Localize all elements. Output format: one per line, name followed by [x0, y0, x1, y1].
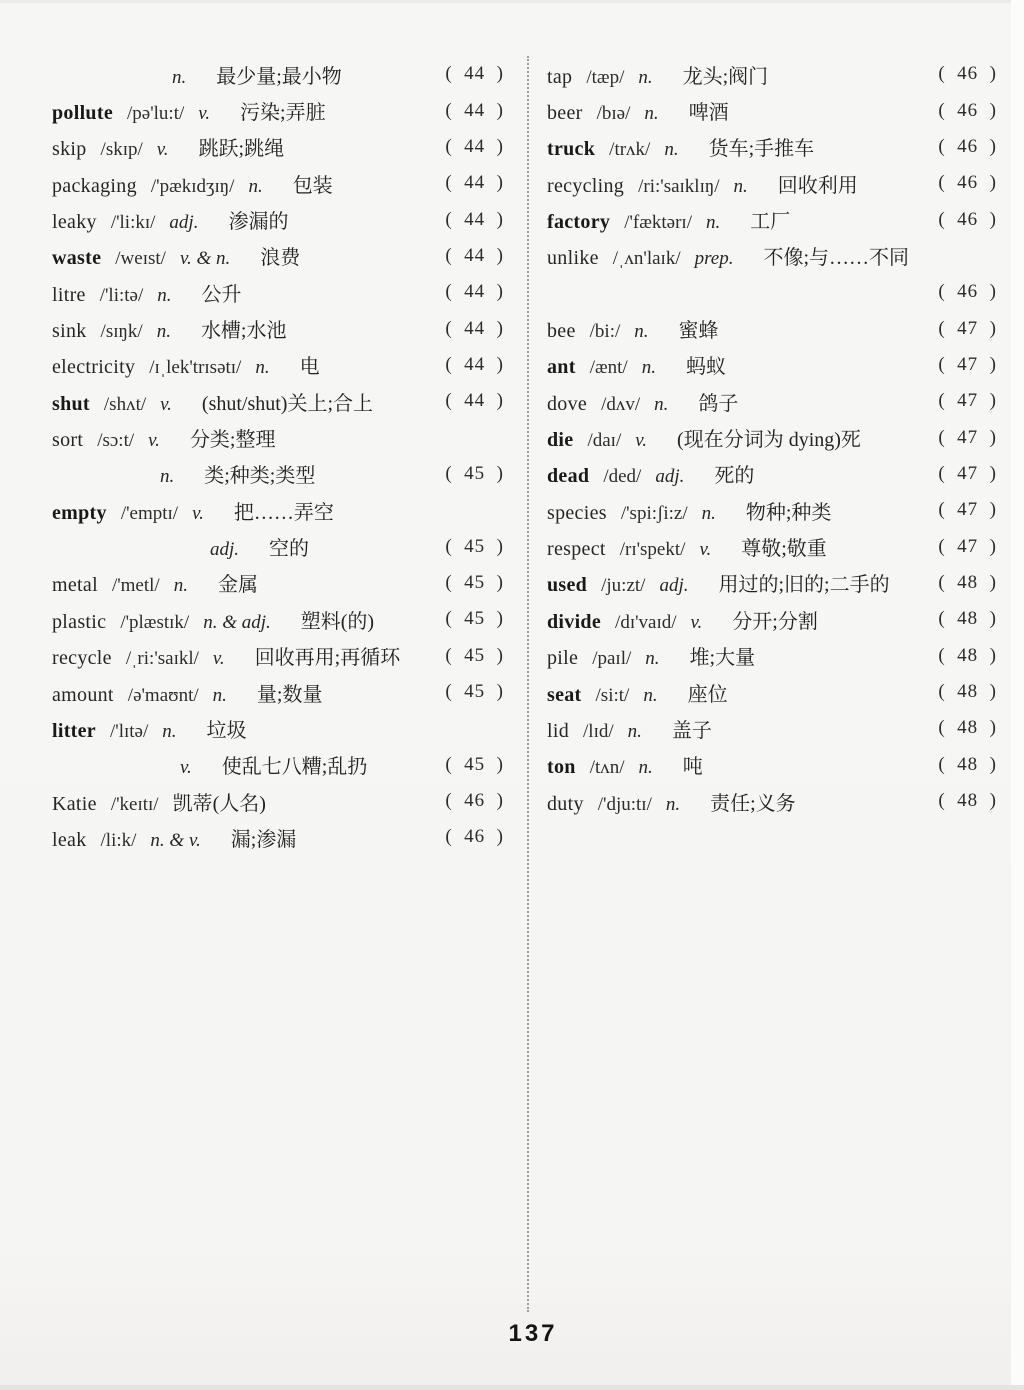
- glossary-entry: [547, 601, 997, 637]
- entry-page-ref: ( 45 ): [445, 535, 504, 557]
- entry-text: [52, 714, 504, 743]
- glossary-entry: [52, 492, 504, 528]
- entry-page-ref: ( 46 ): [445, 790, 504, 812]
- entry-text: [52, 823, 445, 852]
- glossary-entry: [547, 347, 997, 383]
- entry-gloss: 最少量;最小物: [216, 65, 342, 88]
- entry-word: metal: [52, 574, 98, 597]
- entry-gloss: (现在分词为 dying)死: [677, 429, 861, 452]
- entry-text: [52, 132, 445, 161]
- entry-phonetic: /tʌn/: [589, 757, 625, 779]
- entry-word: respect: [547, 538, 606, 561]
- entry-page-ref: ( 45 ): [445, 753, 504, 775]
- entry-word: used: [547, 574, 588, 597]
- entry-gloss: 货车;手推车: [708, 138, 815, 161]
- entry-word: pile: [547, 647, 579, 670]
- entry-gloss: 污染;弄脏: [240, 102, 326, 125]
- entry-text: [547, 205, 938, 234]
- entry-gloss: 责任;义务: [710, 792, 796, 815]
- entry-phonetic: /lɪd/: [583, 720, 614, 742]
- entry-phonetic: /skɪp/: [100, 139, 143, 161]
- entry-page-ref: ( 46 ): [938, 99, 997, 121]
- entry-gloss: 物种;种类: [745, 501, 832, 524]
- entry-part-of-speech: v.: [148, 430, 160, 452]
- entry-part-of-speech: adj.: [659, 575, 689, 597]
- entry-text: [52, 96, 445, 125]
- entry-text: [547, 459, 938, 488]
- glossary-entry: [547, 565, 997, 601]
- entry-page-ref: ( 47 ): [938, 462, 997, 484]
- entry-text: [52, 605, 445, 634]
- entry-gloss: 回收再用;再循环: [254, 647, 401, 670]
- entry-phonetic: /'fæktərɪ/: [624, 212, 692, 234]
- entry-gloss: 回收利用: [777, 174, 858, 197]
- glossary-entry: [547, 456, 997, 492]
- entry-part-of-speech: adj.: [169, 212, 199, 234]
- entry-page-ref: ( 44 ): [445, 317, 504, 339]
- entry-part-of-speech: n.: [706, 212, 721, 234]
- entry-part-of-speech: v. & n.: [179, 248, 231, 270]
- entry-gloss: 死的: [714, 465, 755, 488]
- glossary-entry: [52, 601, 504, 637]
- entry-text: [52, 169, 445, 198]
- entry-text: [547, 132, 938, 161]
- glossary-entry: [52, 638, 504, 674]
- entry-text: [52, 205, 445, 234]
- entry-gloss: 堆;大量: [689, 647, 756, 670]
- entry-word: truck: [547, 138, 596, 161]
- entry-phonetic: /trʌk/: [609, 139, 651, 161]
- entry-page-ref: ( 48 ): [938, 681, 997, 703]
- entry-part-of-speech: n.: [645, 648, 660, 670]
- entry-phonetic: /ded/: [603, 466, 642, 488]
- entry-page-ref: ( 45 ): [445, 571, 504, 593]
- glossary-entry: [547, 310, 997, 346]
- entry-page-ref: ( 46 ): [938, 172, 997, 194]
- entry-word: packaging: [52, 174, 137, 197]
- entry-gloss: 盖子: [671, 719, 712, 742]
- entry-part-of-speech: n.: [157, 284, 172, 306]
- entry-gloss: 电: [299, 356, 320, 379]
- entry-phonetic: /sɪŋk/: [100, 321, 143, 343]
- entry-page-ref: ( 46 ): [445, 826, 504, 848]
- entry-gloss: 类;种类;类型: [204, 465, 316, 488]
- entry-gloss: 公升: [201, 283, 242, 306]
- glossary-entry: [52, 710, 504, 746]
- entry-phonetic: /'dju:tɪ/: [597, 793, 652, 815]
- glossary-entry: [52, 201, 504, 237]
- entry-gloss: 渗漏的: [228, 211, 289, 234]
- entry-page-ref: ( 47 ): [938, 426, 997, 448]
- entry-part-of-speech: n.: [665, 793, 681, 815]
- entry-phonetic: /'keɪtɪ/: [110, 793, 159, 815]
- entry-text: [52, 787, 445, 816]
- entry-page-ref: ( 48 ): [938, 790, 997, 812]
- entry-phonetic: /'pækɪdʒɪŋ/: [150, 175, 235, 197]
- entry-gloss: 浪费: [260, 247, 301, 270]
- entry-gloss: 蚂蚁: [685, 356, 726, 379]
- entry-word: lid: [547, 719, 570, 742]
- entry-part-of-speech: n.: [638, 757, 653, 779]
- entry-page-ref: ( 48 ): [938, 608, 997, 630]
- entry-part-of-speech: v.: [156, 139, 169, 161]
- entry-word: bee: [547, 320, 576, 343]
- glossary-entry: [52, 92, 504, 128]
- entry-gloss: 量;数量: [256, 683, 323, 706]
- entry-phonetic: /'plæstɪk/: [120, 611, 190, 633]
- entry-text: [547, 568, 938, 597]
- entry-text: [547, 423, 938, 452]
- entry-part-of-speech: n.: [644, 103, 659, 125]
- glossary-entry: [52, 747, 504, 783]
- entry-word: beer: [547, 102, 583, 125]
- entry-text: [52, 568, 445, 597]
- entry-part-of-speech: n.: [627, 720, 642, 742]
- entry-word: electricity: [52, 356, 136, 379]
- entry-phonetic: /ˌri:'saɪkl/: [125, 648, 199, 670]
- entry-word: dead: [547, 465, 590, 488]
- entry-page-ref: ( 46 ): [938, 281, 997, 303]
- entry-word: recycling: [547, 174, 625, 197]
- entry-page-ref: ( 44 ): [445, 63, 504, 85]
- entry-word: ant: [547, 356, 576, 379]
- entry-word: empty: [52, 501, 107, 524]
- entry-text: [52, 314, 445, 343]
- entry-text: [547, 314, 938, 343]
- entry-text: [52, 60, 445, 89]
- entry-part-of-speech: v.: [699, 539, 712, 561]
- entry-word: leaky: [52, 211, 97, 234]
- entry-text: [547, 96, 938, 125]
- entry-word: recycle: [52, 647, 112, 670]
- entry-phonetic: /daɪ/: [587, 430, 622, 452]
- entry-gloss: 跳跃;跳绳: [198, 138, 285, 161]
- entry-phonetic: /ænt/: [589, 357, 628, 379]
- entry-page-ref: ( 44 ): [445, 135, 504, 157]
- entry-phonetic: /sɔ:t/: [97, 430, 135, 452]
- entry-gloss: 啤酒: [688, 102, 729, 125]
- entry-text: [547, 241, 997, 270]
- entry-text: [547, 387, 938, 416]
- entry-gloss: 用过的;旧的;二手的: [718, 574, 890, 597]
- glossary-entry: [52, 347, 504, 383]
- entry-part-of-speech: n.: [173, 575, 188, 597]
- entry-phonetic: /bi:/: [589, 321, 621, 343]
- glossary-entry: [547, 274, 997, 310]
- glossary-entry: [547, 674, 997, 710]
- entry-part-of-speech: n.: [160, 466, 175, 488]
- glossary-entry: [547, 783, 997, 819]
- entry-word: skip: [52, 138, 87, 161]
- glossary-column-left: [52, 56, 504, 856]
- entry-gloss: 分类;整理: [189, 429, 276, 452]
- entry-text: [52, 532, 445, 561]
- glossary-entry: [547, 492, 997, 528]
- entry-text: [547, 750, 938, 779]
- entry-phonetic: /ri:'saɪklɪŋ/: [638, 175, 720, 197]
- entry-page-ref: ( 47 ): [938, 317, 997, 339]
- entry-phonetic: /'li:kɪ/: [110, 212, 156, 234]
- entry-text: [547, 496, 938, 525]
- entry-phonetic: /rɪ'spekt/: [619, 539, 686, 561]
- entry-part-of-speech: v.: [192, 502, 204, 524]
- glossary-column-right: [547, 56, 997, 819]
- entry-page-ref: ( 46 ): [938, 135, 997, 157]
- entry-phonetic: /paɪl/: [592, 648, 632, 670]
- entry-word: ton: [547, 756, 576, 779]
- glossary-entry: [547, 710, 997, 746]
- entry-part-of-speech: adj.: [210, 539, 240, 561]
- entry-word: amount: [52, 683, 114, 706]
- glossary-entry: [547, 528, 997, 564]
- entry-word: divide: [547, 610, 602, 633]
- entry-gloss: 蜜蜂: [678, 320, 719, 343]
- entry-page-ref: ( 47 ): [938, 499, 997, 521]
- entry-gloss: 水槽;水池: [200, 320, 287, 343]
- glossary-entry: [547, 201, 997, 237]
- entry-part-of-speech: adj.: [655, 466, 685, 488]
- entry-gloss: 垃圾: [206, 719, 247, 742]
- entry-page-ref: ( 47 ): [938, 353, 997, 375]
- entry-gloss: 塑料(的): [300, 610, 375, 633]
- entry-page-ref: ( 44 ): [445, 281, 504, 303]
- glossary-entry: [52, 528, 504, 564]
- entry-phonetic: /ju:zt/: [601, 575, 646, 597]
- entry-word: Katie: [52, 792, 97, 815]
- entry-phonetic: /bɪə/: [596, 103, 631, 125]
- entry-gloss: 不像;与……不同: [763, 247, 910, 270]
- entry-page-ref: ( 46 ): [938, 208, 997, 230]
- entry-text: [52, 678, 445, 707]
- entry-phonetic: /'emptɪ/: [120, 502, 179, 524]
- glossary-entry: [52, 165, 504, 201]
- column-divider: [527, 56, 529, 1312]
- glossary-entry: [52, 56, 504, 92]
- entry-part-of-speech: v.: [635, 430, 648, 452]
- entry-word: litre: [52, 283, 86, 306]
- entry-page-ref: ( 44 ): [445, 390, 504, 412]
- entry-page-ref: ( 45 ): [445, 644, 504, 666]
- entry-gloss: 金属: [217, 574, 258, 597]
- entry-part-of-speech: n.: [172, 66, 187, 88]
- entry-part-of-speech: v.: [690, 611, 703, 633]
- glossary-entry: [52, 129, 504, 165]
- entry-gloss: 使乱七八糟;乱扔: [221, 756, 368, 779]
- entry-part-of-speech: n.: [248, 175, 263, 197]
- glossary-entry: [547, 747, 997, 783]
- entry-part-of-speech: n. & adj.: [203, 611, 271, 633]
- entry-word: leak: [52, 828, 87, 851]
- entry-phonetic: /weɪst/: [115, 248, 166, 270]
- entry-phonetic: /tæp/: [586, 66, 625, 88]
- entry-page-ref: ( 48 ): [938, 644, 997, 666]
- entry-phonetic: /'spi:ʃi:z/: [620, 502, 688, 524]
- entry-word: litter: [52, 719, 96, 742]
- entry-part-of-speech: n.: [634, 321, 649, 343]
- entry-page-ref: ( 48 ): [938, 571, 997, 593]
- glossary-entry: [52, 383, 504, 419]
- entry-word: factory: [547, 211, 611, 234]
- entry-text: [547, 350, 938, 379]
- glossary-entry: [547, 165, 997, 201]
- entry-text: [52, 387, 445, 416]
- entry-phonetic: /'li:tə/: [99, 284, 144, 306]
- entry-text: [547, 787, 938, 816]
- entry-part-of-speech: n.: [654, 393, 669, 415]
- entry-page-ref: ( 47 ): [938, 535, 997, 557]
- entry-part-of-speech: n.: [638, 66, 653, 88]
- entry-gloss: 包装: [292, 174, 333, 197]
- entry-gloss: 尊敬;敬重: [741, 538, 827, 561]
- entry-part-of-speech: n.: [733, 175, 748, 197]
- entry-page-ref: ( 44 ): [445, 172, 504, 194]
- entry-page-ref: ( 44 ): [445, 244, 504, 266]
- entry-part-of-speech: n.: [255, 357, 270, 379]
- entry-word: waste: [52, 247, 102, 270]
- entry-page-ref: ( 45 ): [445, 681, 504, 703]
- entry-phonetic: /ə'maʊnt/: [127, 684, 199, 706]
- entry-part-of-speech: v.: [160, 393, 172, 415]
- entry-text: [547, 60, 938, 89]
- entry-text: [547, 169, 938, 198]
- entry-word: duty: [547, 792, 584, 815]
- entry-part-of-speech: v.: [180, 757, 192, 779]
- entry-text: [547, 605, 938, 634]
- entry-text: [547, 678, 938, 707]
- entry-text: [52, 750, 445, 779]
- glossary-entry: [547, 638, 997, 674]
- glossary-entry: [547, 419, 997, 455]
- entry-word: plastic: [52, 610, 107, 633]
- entry-text: [547, 714, 938, 743]
- glossary-entry: [52, 274, 504, 310]
- entry-text: [52, 278, 445, 307]
- entry-word: dove: [547, 392, 588, 415]
- entry-part-of-speech: n.: [641, 357, 656, 379]
- entry-phonetic: /dʌv/: [601, 393, 641, 415]
- entry-phonetic: /si:t/: [595, 684, 630, 706]
- entry-gloss: 工厂: [750, 211, 791, 234]
- glossary-entry: [52, 674, 504, 710]
- entry-part-of-speech: prep.: [694, 248, 734, 270]
- entry-phonetic: /shʌt/: [103, 393, 147, 415]
- entry-gloss: 鸽子: [698, 392, 739, 415]
- entry-part-of-speech: n.: [212, 684, 227, 706]
- entry-gloss: 把……弄空: [233, 501, 334, 524]
- entry-phonetic: /ˌʌn'laɪk/: [612, 248, 681, 270]
- glossary-entry: [52, 238, 504, 274]
- entry-text: [547, 532, 938, 561]
- entry-gloss: (shut/shut)关上;合上: [201, 392, 374, 415]
- entry-part-of-speech: n.: [162, 720, 177, 742]
- entry-text: [547, 641, 938, 670]
- entry-part-of-speech: v.: [212, 648, 225, 670]
- entry-page-ref: ( 44 ): [445, 353, 504, 375]
- entry-text: [52, 496, 504, 525]
- entry-word: die: [547, 429, 574, 452]
- entry-page-ref: ( 44 ): [445, 208, 504, 230]
- entry-word: species: [547, 501, 607, 524]
- entry-gloss: 吨: [682, 756, 703, 779]
- entry-gloss: 分开;分割: [732, 610, 818, 633]
- entry-text: [52, 459, 445, 488]
- glossary-entry: [547, 92, 997, 128]
- scan-edge-right: [1011, 0, 1024, 1390]
- entry-word: sort: [52, 429, 84, 452]
- entry-gloss: 座位: [687, 683, 728, 706]
- entry-phonetic: /'metl/: [111, 575, 160, 597]
- entry-part-of-speech: n.: [701, 502, 716, 524]
- entry-word: shut: [52, 392, 90, 415]
- entry-page-ref: ( 47 ): [938, 390, 997, 412]
- entry-phonetic: /ɪˌlek'trɪsətɪ/: [149, 357, 242, 379]
- scan-edge-bottom: [0, 1385, 1024, 1390]
- entry-word: unlike: [547, 247, 599, 270]
- entry-page-ref: ( 45 ): [445, 608, 504, 630]
- entry-gloss: 空的: [269, 538, 310, 561]
- entry-text: [52, 423, 504, 452]
- entry-gloss: 漏;渗漏: [230, 828, 297, 851]
- glossary-entry: [547, 129, 997, 165]
- entry-text: [52, 241, 445, 270]
- page-number: 137: [508, 1320, 558, 1347]
- glossary-entry: [52, 565, 504, 601]
- entry-gloss: 凯蒂(人名): [172, 792, 266, 815]
- entry-phonetic: /'lɪtə/: [110, 720, 149, 742]
- entry-part-of-speech: n.: [156, 321, 171, 343]
- entry-text: [52, 350, 445, 379]
- entry-text: [52, 641, 445, 670]
- glossary-entry: [547, 383, 997, 419]
- glossary-entry: [52, 310, 504, 346]
- entry-phonetic: /li:k/: [100, 829, 137, 851]
- entry-part-of-speech: n.: [664, 139, 679, 161]
- entry-page-ref: ( 46 ): [938, 63, 997, 85]
- entry-page-ref: ( 48 ): [938, 753, 997, 775]
- entry-part-of-speech: n. & v.: [150, 829, 201, 851]
- entry-phonetic: /pə'lu:t/: [127, 103, 185, 125]
- entry-word: pollute: [52, 102, 113, 125]
- entry-part-of-speech: n.: [643, 684, 658, 706]
- scan-edge-top: [0, 0, 1024, 3]
- entry-word: seat: [547, 683, 582, 706]
- glossary-entry: [52, 419, 504, 455]
- entry-phonetic: /dɪ'vaɪd/: [615, 611, 677, 633]
- glossary-entry: [547, 238, 997, 274]
- glossary-entry: [52, 783, 504, 819]
- entry-page-ref: ( 44 ): [445, 99, 504, 121]
- glossary-entry: [52, 456, 504, 492]
- entry-part-of-speech: v.: [198, 103, 211, 125]
- entry-gloss: 龙头;阀门: [682, 65, 769, 88]
- entry-word: sink: [52, 320, 87, 343]
- glossary-entry: [52, 819, 504, 855]
- glossary-entry: [547, 56, 997, 92]
- entry-page-ref: ( 45 ): [445, 462, 504, 484]
- entry-word: tap: [547, 65, 573, 88]
- entry-page-ref: ( 48 ): [938, 717, 997, 739]
